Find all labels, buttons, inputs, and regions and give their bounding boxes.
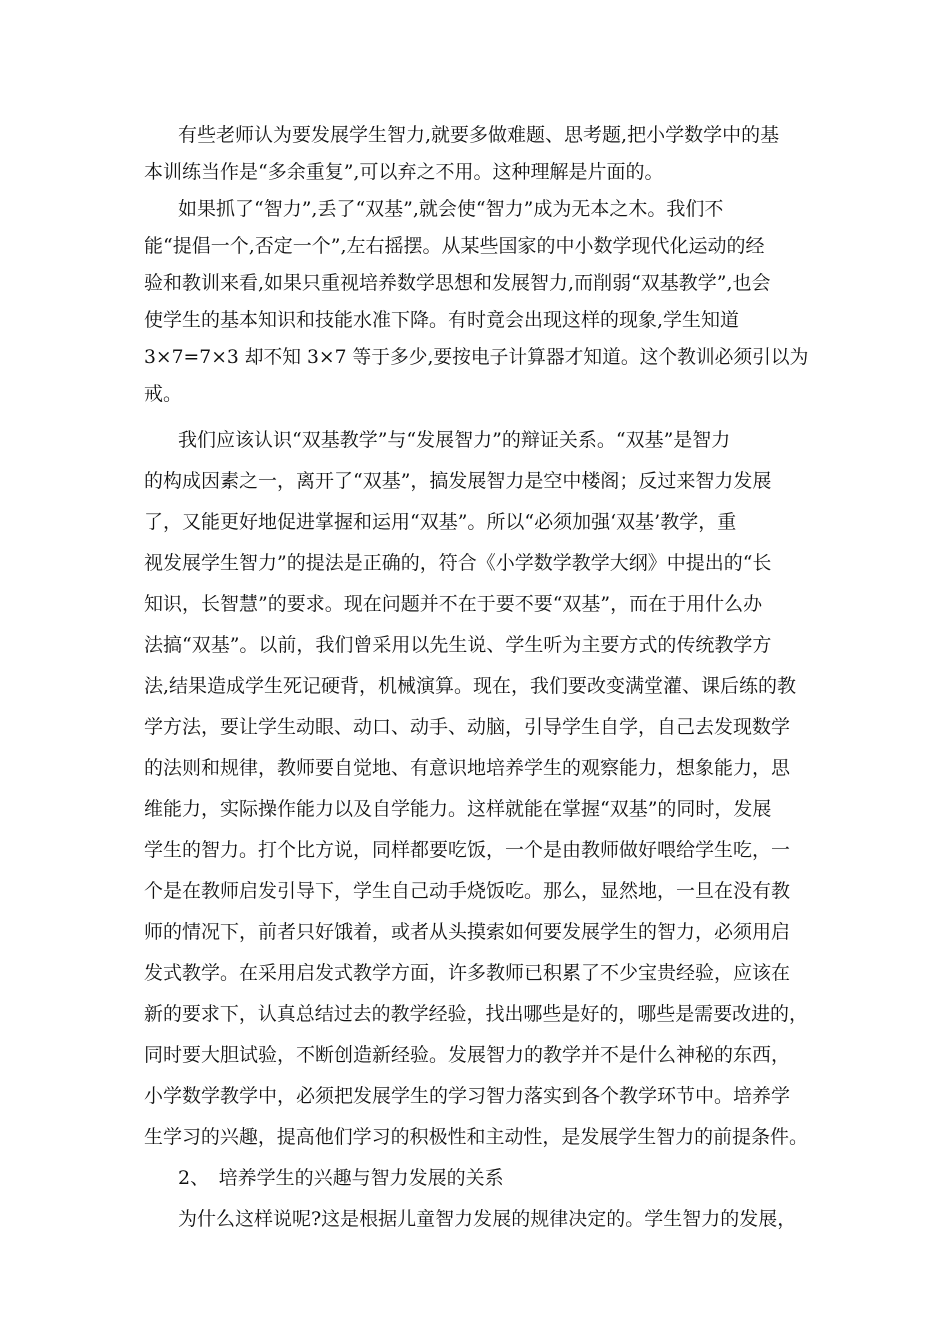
text-line: 如果抓了“智力”,丢了“双基”,就会使“智力”成为无本之木。我们不 <box>178 198 724 220</box>
text-line: 验和教训来看,如果只重视培养数学思想和发展智力,而削弱“双基教学”,也会 <box>144 272 771 294</box>
text-line: 维能力，实际操作能力以及自学能力。这样就能在掌握“双基”的同时，发展 <box>144 798 772 820</box>
text-line: 生学习的兴趣，提高他们学习的积极性和主动性，是发展学生智力的前提条件。 <box>144 1126 809 1148</box>
text-line: 的法则和规律，教师要自觉地、有意识地培养学生的观察能力，想象能力，思 <box>144 757 791 779</box>
text-line: 视发展学生智力”的提法是正确的，符合《小学数学教学大纲》中提出的“长 <box>144 552 772 574</box>
text-line: 学方法，要让学生动眼、动口、动手、动脑，引导学生自学，自己去发现数学 <box>144 716 791 738</box>
text-line: 戒。 <box>144 383 183 405</box>
text-line: 能“提倡一个,否定一个”,左右摇摆。从某些国家的中小数学现代化运动的经 <box>144 235 765 257</box>
text-line: 法,结果造成学生死记硬背，机械演算。现在，我们要改变满堂灌、课后练的教 <box>144 675 797 697</box>
text-line: 使学生的基本知识和技能水准下降。有时竟会出现这样的现象,学生知道 <box>144 309 740 331</box>
section-heading: 2、 培养学生的兴趣与智力发展的关系 <box>178 1167 504 1189</box>
text-line: 发式教学。在采用启发式教学方面，许多教师已积累了不少宝贵经验，应该在 <box>144 962 791 984</box>
text-line: 有些老师认为要发展学生智力,就要多做难题、思考题,把小学数学中的基 <box>178 124 780 146</box>
text-line: 师的情况下，前者只好饿着，或者从头摸索如何要发展学生的智力，必须用启 <box>144 921 791 943</box>
text-line: 为什么这样说呢?这是根据儿童智力发展的规律决定的。学生智力的发展， <box>178 1208 797 1230</box>
text-line: 3×7=7×3 却不知 3×7 等于多少,要按电子计算器才知道。这个教训必须引以为 <box>144 346 809 368</box>
text-line: 我们应该认识“双基教学”与“发展智力”的辩证关系。“双基”是智力 <box>178 429 731 451</box>
text-line: 了，又能更好地促进掌握和运用“双基”。所以“必须加强‘双基’教学，重 <box>144 511 737 533</box>
text-line: 本训练当作是“多余重复”,可以弃之不用。这种理解是片面的。 <box>144 161 664 183</box>
text-line: 知识，长智慧”的要求。现在问题并不在于要不要“双基”，而在于用什么办 <box>144 593 763 615</box>
text-line: 小学数学教学中，必须把发展学生的学习智力落实到各个教学环节中。培养学 <box>144 1085 791 1107</box>
text-line: 个是在教师启发引导下，学生自己动手烧饭吃。那么，显然地，一旦在没有教 <box>144 880 791 902</box>
text-line: 新的要求下，认真总结过去的教学经验，找出哪些是好的，哪些是需要改进的， <box>144 1003 809 1025</box>
text-line: 同时要大胆试验，不断创造新经验。发展智力的教学并不是什么神秘的东西， <box>144 1044 791 1066</box>
text-line: 的构成因素之一，离开了“双基”，搞发展智力是空中楼阁；反过来智力发展 <box>144 470 772 492</box>
text-line: 法搞“双基”。以前，我们曾采用以先生说、学生听为主要方式的传统教学方 <box>144 634 772 656</box>
text-line: 学生的智力。打个比方说，同样都要吃饭，一个是由教师做好喂给学生吃，一 <box>144 839 791 861</box>
